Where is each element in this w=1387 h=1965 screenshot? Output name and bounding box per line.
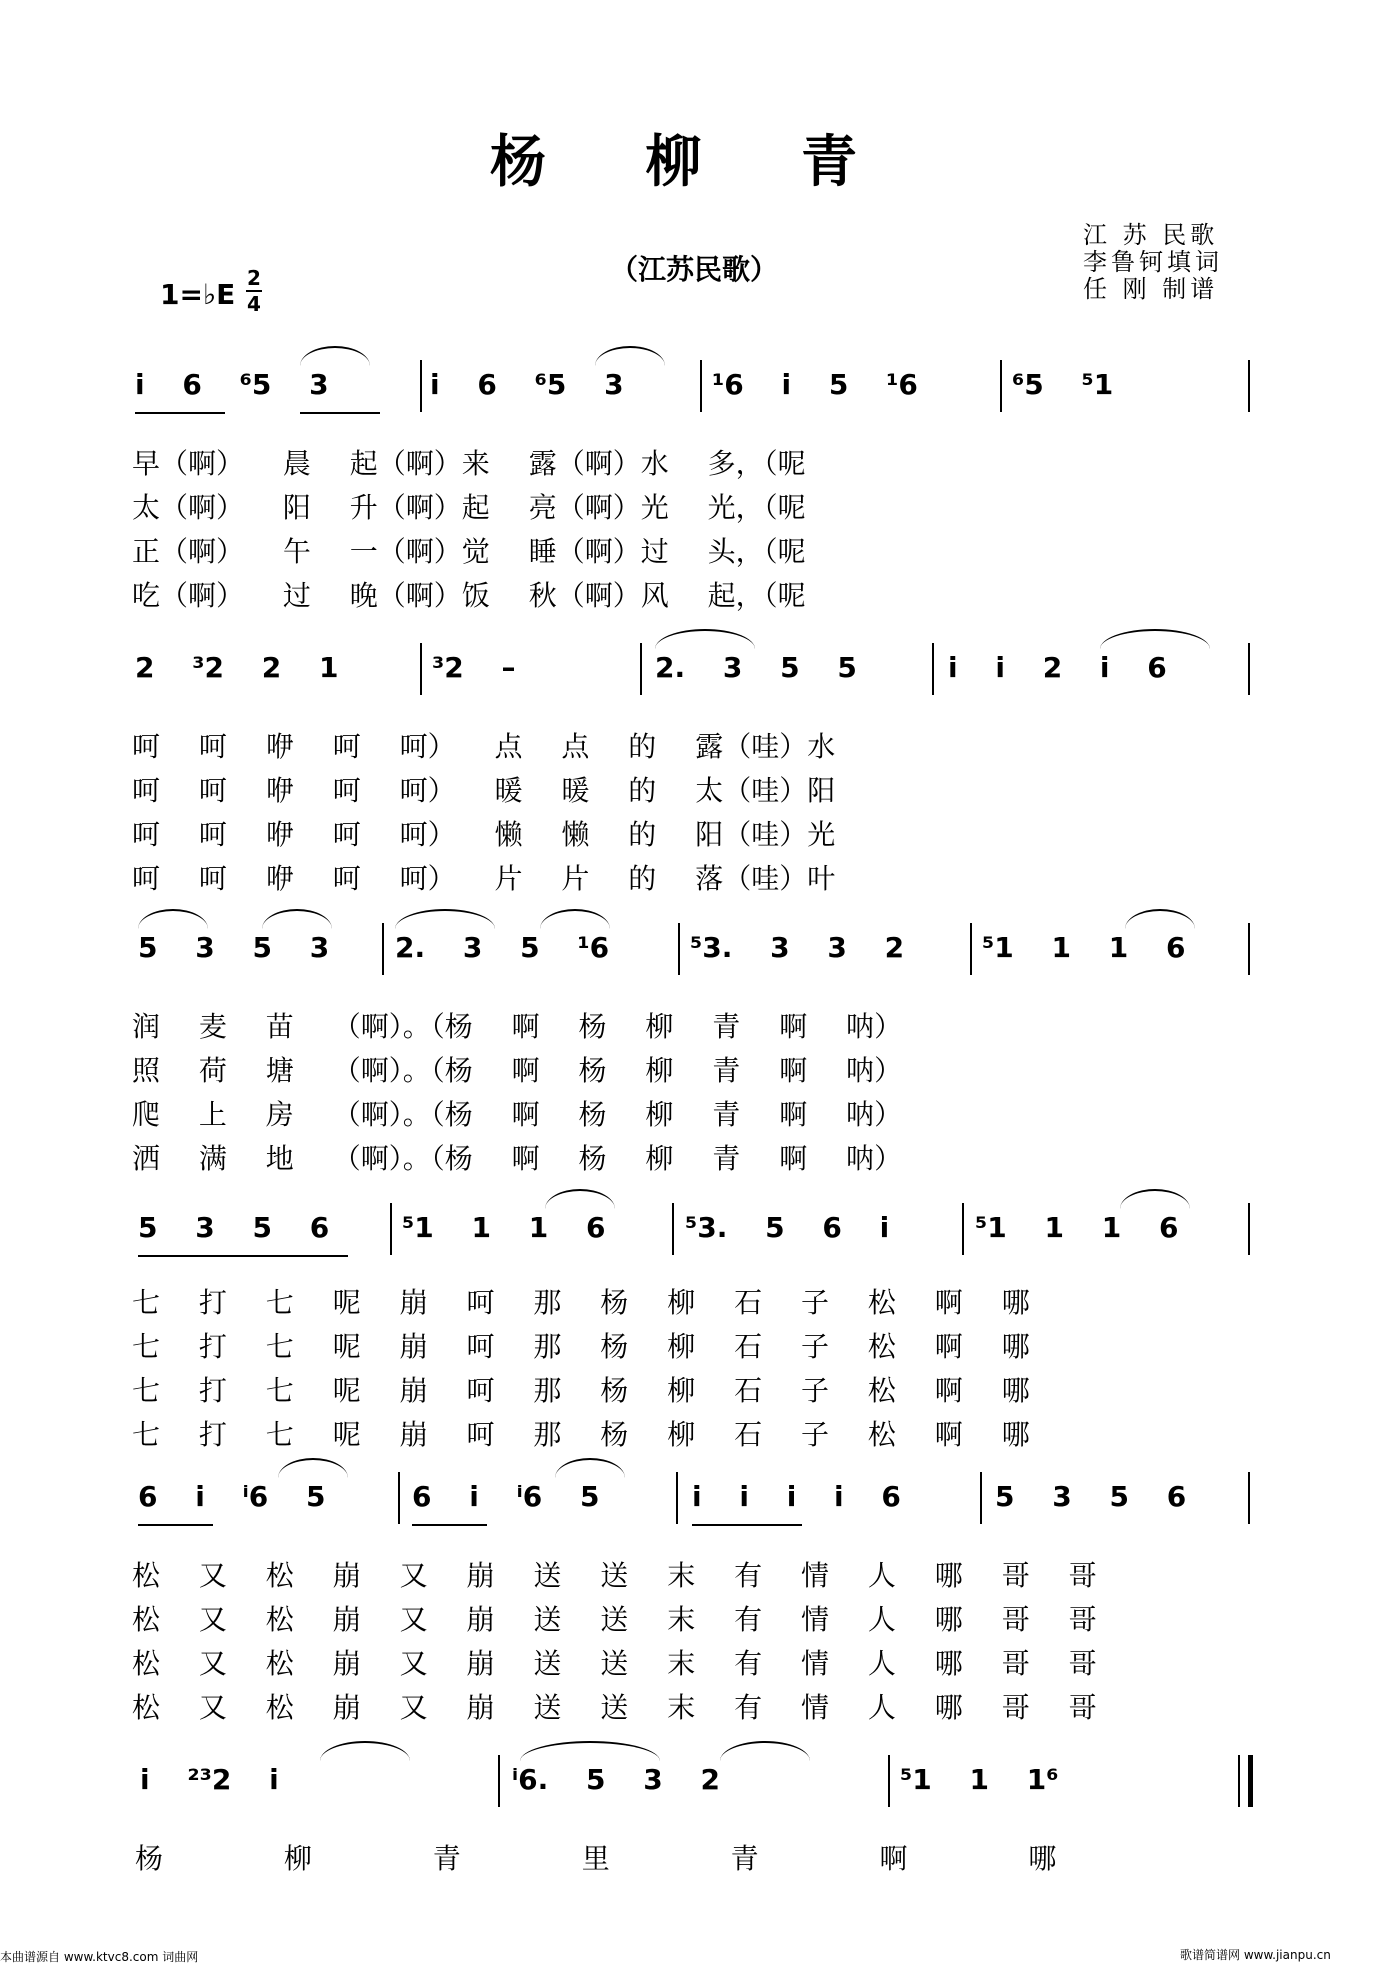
notation-row <box>0 643 1387 703</box>
lyric-line: 吃（啊） 过 晚（啊）饭 秋（啊）风 起，（呢 <box>132 579 806 612</box>
lyric-line: 杨 柳 青 里 青 啊 哪 <box>135 1842 1113 1875</box>
measure-notes: ⁵3. 5 6 i <box>685 1211 890 1244</box>
notation-row <box>0 1472 1387 1532</box>
barline <box>420 360 422 412</box>
measure-notes: i 6 ⁶5 3 <box>135 368 329 401</box>
final-barline-thick <box>1248 1755 1253 1807</box>
slur <box>138 909 208 929</box>
lyric-line: 七 打 七 呢 崩 呵 那 杨 柳 石 子 松 啊 哪 <box>132 1374 1030 1407</box>
barline <box>1248 360 1250 412</box>
lyric-line: 七 打 七 呢 崩 呵 那 杨 柳 石 子 松 啊 哪 <box>132 1286 1030 1319</box>
credit-lyricist: 李鲁钶填词 <box>1083 248 1223 276</box>
measure-notes: 6 i ⁱ6 5 <box>412 1480 600 1513</box>
underline <box>138 1255 348 1257</box>
lyric-line: 呵 呵 咿 呵 呵） 暖 暖 的 太（哇）阳 <box>132 774 836 807</box>
barline <box>640 643 642 695</box>
slur <box>720 1741 810 1761</box>
barline <box>980 1472 982 1524</box>
slur <box>300 346 370 366</box>
footer-watermark: 歌谱简谱网 www.jianpu.cn <box>1180 1948 1331 1962</box>
measure-notes: i i 2 i 6 <box>948 651 1167 684</box>
measure-notes: ⁱ6. 5 3 2 <box>512 1763 720 1796</box>
barline <box>498 1755 500 1807</box>
slur <box>545 1189 615 1209</box>
barline <box>1248 923 1250 975</box>
lyric-line: 松 又 松 崩 又 崩 送 送 末 有 情 人 哪 哥 哥 <box>132 1647 1097 1680</box>
song-title: 杨 柳 青 <box>490 129 897 195</box>
slur <box>278 1458 348 1478</box>
barline <box>382 923 384 975</box>
measure-notes: 6 i ⁱ6 5 <box>138 1480 326 1513</box>
measure-notes: i i i i 6 <box>692 1480 901 1513</box>
slur <box>555 1458 625 1478</box>
measure-notes: 5 3 5 6 <box>995 1480 1187 1513</box>
measure-notes: i 6 ⁶5 3 <box>430 368 624 401</box>
measure-notes: 5 3 5 3 <box>138 931 330 964</box>
barline <box>700 360 702 412</box>
slur <box>1100 629 1210 649</box>
time-signature <box>246 268 262 314</box>
barline <box>1248 1472 1250 1524</box>
barline <box>678 923 680 975</box>
notation-row <box>0 1755 1387 1815</box>
measure-notes: 5 3 5 6 <box>138 1211 330 1244</box>
lyric-line: 松 又 松 崩 又 崩 送 送 末 有 情 人 哪 哥 哥 <box>132 1691 1097 1724</box>
measure-notes: 2. 3 5 ¹6 <box>395 931 610 964</box>
barline <box>398 1472 400 1524</box>
barline <box>672 1203 674 1255</box>
notation-row <box>0 1203 1387 1263</box>
lyric-line: 爬 上 房 （啊）。（杨 啊 杨 柳 青 啊 呐） <box>132 1098 903 1131</box>
lyric-line: 润 麦 苗 （啊）。（杨 啊 杨 柳 青 啊 呐） <box>132 1010 903 1043</box>
barline <box>420 643 422 695</box>
barline <box>676 1472 678 1524</box>
lyric-line: 呵 呵 咿 呵 呵） 懒 懒 的 阳（哇）光 <box>132 818 836 851</box>
barline <box>1000 360 1002 412</box>
lyric-line: 松 又 松 崩 又 崩 送 送 末 有 情 人 哪 哥 哥 <box>132 1559 1097 1592</box>
lyric-line: 洒 满 地 （啊）。（杨 啊 杨 柳 青 啊 呐） <box>132 1142 903 1175</box>
notation-row <box>0 360 1387 420</box>
barline <box>970 923 972 975</box>
measure-notes: 2. 3 5 5 <box>655 651 857 684</box>
time-bottom: 4 <box>247 292 261 316</box>
measure-notes: ⁵1 1 1 6 <box>982 931 1186 964</box>
lyric-line: 照 荷 塘 （啊）。（杨 啊 杨 柳 青 啊 呐） <box>132 1054 903 1087</box>
slur <box>320 1741 410 1761</box>
measure-notes: ⁶5 ⁵1 <box>1012 368 1114 401</box>
lyric-line: 松 又 松 崩 又 崩 送 送 末 有 情 人 哪 哥 哥 <box>132 1603 1097 1636</box>
measure-notes: ⁵1 1 1 6 <box>402 1211 606 1244</box>
underline <box>135 412 225 414</box>
measure-notes: 2 ³2 2 1 <box>135 651 339 684</box>
slur <box>1125 909 1195 929</box>
lyric-line: 早（啊） 晨 起（啊）来 露（啊）水 多，（呢 <box>132 447 806 480</box>
measure-notes: ⁵1 1 1⁶ <box>900 1763 1059 1796</box>
slur <box>595 346 665 366</box>
lyric-line: 呵 呵 咿 呵 呵） 点 点 的 露（哇）水 <box>132 730 836 763</box>
lyric-line: 呵 呵 咿 呵 呵） 片 片 的 落（哇）叶 <box>132 862 836 895</box>
footer-source: 本曲谱源自 www.ktvc8.com 词曲网 <box>0 1950 199 1964</box>
time-top: 2 <box>247 266 261 290</box>
barline <box>888 1755 890 1807</box>
key-signature: 1=♭E <box>160 278 236 311</box>
slur <box>655 629 755 649</box>
slur <box>520 1741 660 1761</box>
slur <box>262 909 332 929</box>
barline <box>390 1203 392 1255</box>
credit-origin: 江 苏 民歌 <box>1083 221 1219 249</box>
credit-arranger: 任 刚 制谱 <box>1083 275 1219 303</box>
measure-notes: ⁵1 1 1 6 <box>975 1211 1179 1244</box>
notation-row <box>0 923 1387 983</box>
slur <box>540 909 610 929</box>
barline <box>1248 643 1250 695</box>
lyric-line: 太（啊） 阳 升（啊）起 亮（啊）光 光，（呢 <box>132 491 806 524</box>
measure-notes: ¹6 i 5 ¹6 <box>712 368 918 401</box>
slur <box>1120 1189 1190 1209</box>
measure-notes: ⁵3. 3 3 2 <box>690 931 905 964</box>
measure-notes: ³2 – <box>432 651 516 684</box>
lyric-line: 正（啊） 午 一（啊）觉 睡（啊）过 头，（呢 <box>132 535 806 568</box>
barline <box>962 1203 964 1255</box>
underline <box>412 1524 487 1526</box>
measure-notes: i ²³2 i <box>140 1763 279 1796</box>
slur <box>395 909 495 929</box>
lyric-line: 七 打 七 呢 崩 呵 那 杨 柳 石 子 松 啊 哪 <box>132 1330 1030 1363</box>
underline <box>692 1524 802 1526</box>
barline <box>932 643 934 695</box>
barline <box>1248 1203 1250 1255</box>
underline <box>300 412 380 414</box>
lyric-line: 七 打 七 呢 崩 呵 那 杨 柳 石 子 松 啊 哪 <box>132 1418 1030 1451</box>
final-barline-thin <box>1238 1755 1240 1807</box>
subtitle: （江苏民歌） <box>610 253 779 286</box>
underline <box>138 1524 213 1526</box>
